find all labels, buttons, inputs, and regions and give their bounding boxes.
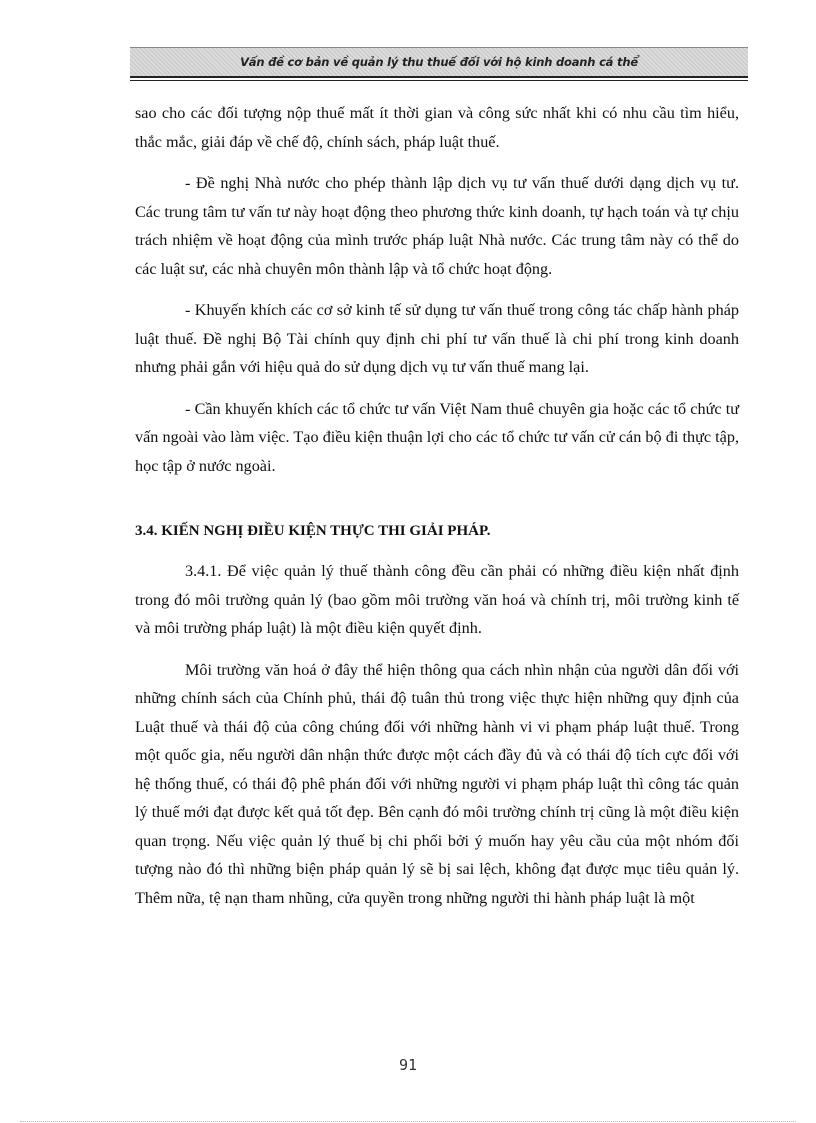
paragraph-cultural-environment: Môi trường văn hoá ở đây thể hiện thông qua cách nhìn nhận của người dân đối với những chính sách của Chính phủ, thái độ tuân thủ trong việc thực hiện những quy định của Luật thuế và thái độ của công chúng đối với những hành vi vi phạm pháp luật thuế. Trong một quốc gia, nếu người dân nhận thức được một cách đầy đủ và có thái độ tích cực đối với hệ thống thuế, có thái độ phê phán đối với những người vi phạm pháp luật thì công tác quản lý thuế mới đạt được kết quả tốt đẹp. Bên cạnh đó môi trường chính trị cũng là một điều kiện quan trọng. Nếu việc quản lý thuế bị chi phối bởi ý muốn hay yêu cầu của một nhóm đối tượng nào đó thì những biện pháp quản lý sẽ bị sai lệch, không đạt được mục tiêu quản lý. Thêm nữa, tệ nạn tham nhũng, cửa quyền trong những người thi hành pháp luật là một — [135, 660, 739, 907]
paragraph-bullet-1: - Đề nghị Nhà nước cho phép thành lập dịch vụ tư vấn thuế dưới dạng dịch vụ tư. Các trung tâm tư vấn tư này hoạt động theo phương thức kinh doanh, tự hạch toán và tự chịu trách nhiệm về hoạt động của mình trước pháp luật Nhà nước. Các trung tâm này có thể do các luật sư, các nhà chuyên môn thành lập và tổ chức hoạt động. — [135, 174, 739, 278]
header-rule-thin — [130, 80, 748, 81]
paragraph-bullet-2: - Khuyến khích các cơ sở kinh tế sử dụng tư vấn thuế trong công tác chấp hành pháp luật thuế. Đề nghị Bộ Tài chính quy định chi phí tư vấn thuế là chi phí trong kinh doanh nhưng phải gắn với hiệu quả do sử dụng dịch vụ tư vấn thuế mang lại. — [135, 301, 739, 376]
header-title: Vấn đề cơ bản về quản lý thu thuế đối với hộ kinh doanh cá thể — [240, 55, 638, 69]
running-header — [130, 47, 748, 77]
paragraph-continuation: sao cho các đối tượng nộp thuế mất ít thời gian và công sức nhất khi có nhu cầu tìm hiểu, thắc mắc, giải đáp về chế độ, chính sách, pháp luật thuế. — [135, 104, 739, 151]
section-heading: 3.4. KIẾN NGHỊ ĐIỀU KIỆN THỰC THI GIẢI PHÁP. — [135, 523, 491, 539]
paragraph-bullet-3: - Cần khuyến khích các tổ chức tư vấn Việt Nam thuê chuyên gia hoặc các tổ chức tư vấn ngoài vào làm việc. Tạo điều kiện thuận lợi cho các tổ chức tư vấn cử cán bộ đi thực tập, học tập ở nước ngoài. — [135, 399, 739, 475]
header-rule-thick — [130, 76, 748, 78]
page-number: 91 — [398, 1056, 418, 1074]
body-text — [135, 99, 739, 925]
paragraph-3-4-1: 3.4.1. Để việc quản lý thuế thành công đều cần phải có những điều kiện nhất định trong đó môi trường quản lý (bao gồm môi trường văn hoá và chính trị, môi trường kinh tế và môi trường pháp luật) là một điều kiện quyết định. — [135, 562, 739, 637]
